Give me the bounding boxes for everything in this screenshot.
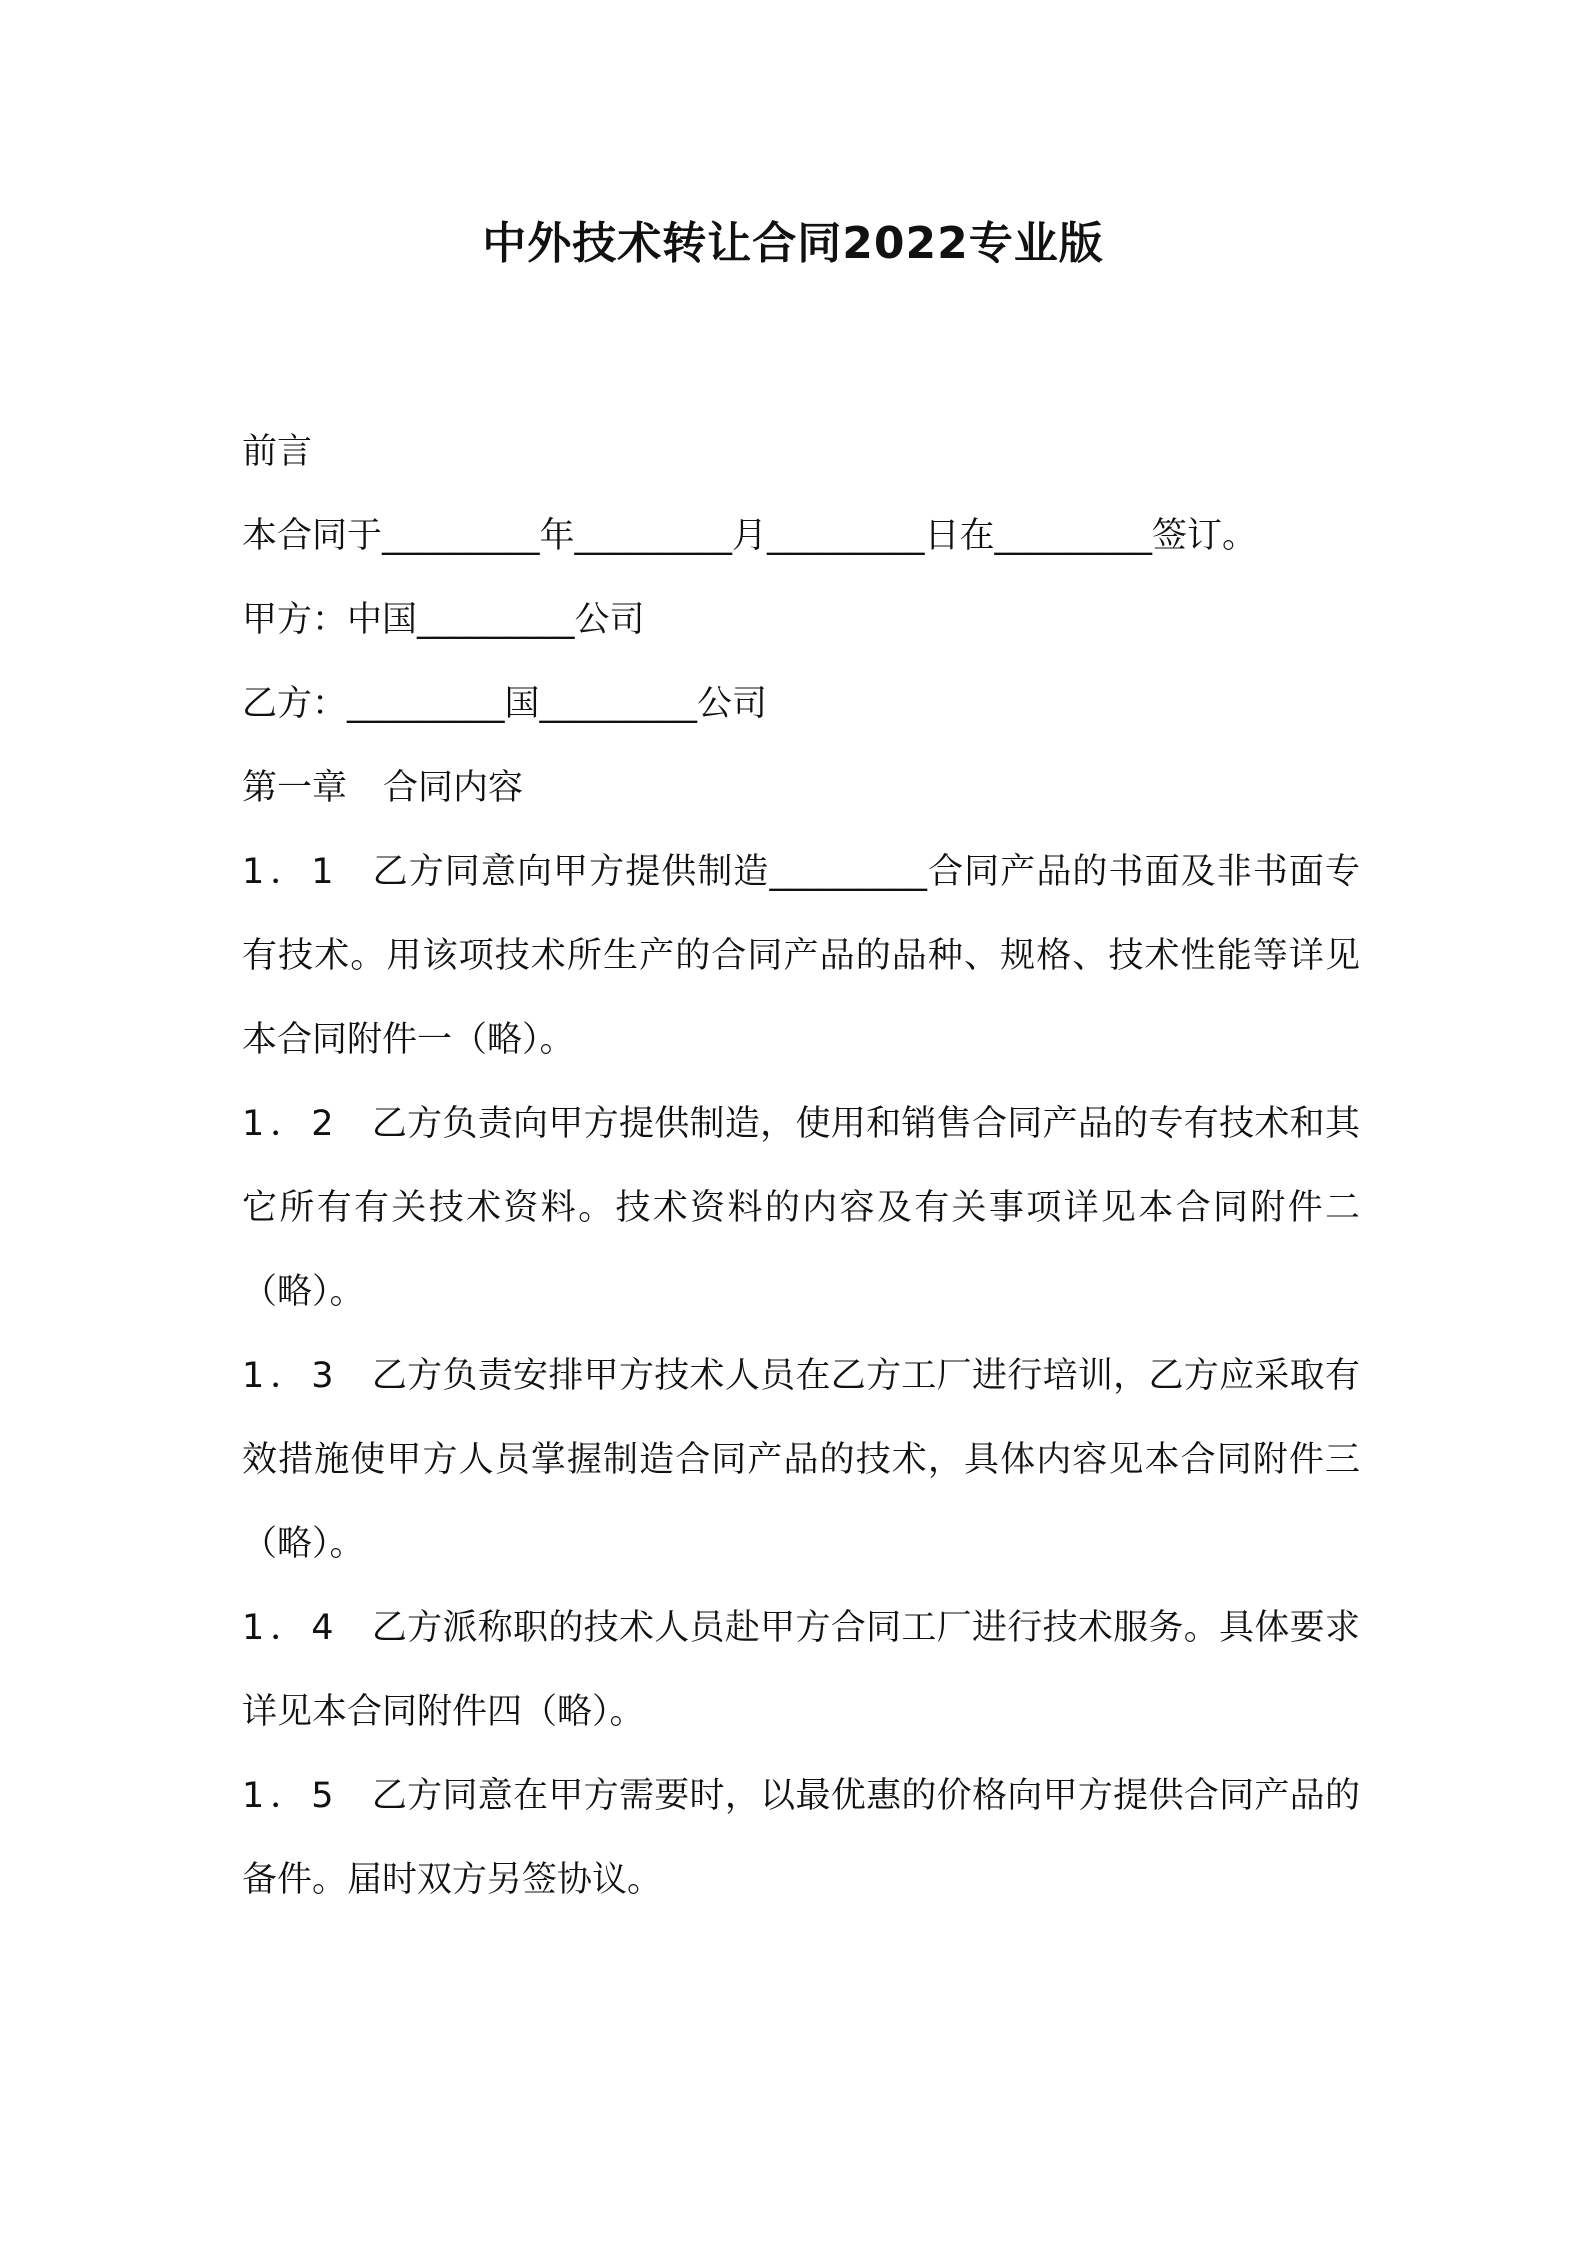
clause-number: 1．4 [242, 1608, 340, 1648]
clause-text: 乙方负责向甲方提供制造，使用和销售合同产品的专有技术和其它所有有关技术资料。技术资料的内容及有关事项详见本合同附件二（略）。 [242, 1104, 1360, 1312]
document-title: 中外技术转让合同2022专业版 [482, 218, 1104, 269]
clause-text: 乙方负责安排甲方技术人员在乙方工厂进行培训，乙方应采取有效措施使甲方人员掌握制造合同产品的技术，具体内容见本合同附件三（略）。 [242, 1356, 1360, 1564]
clause-number: 1．5 [242, 1776, 340, 1816]
clause-text: 乙方同意在甲方需要时，以最优惠的价格向甲方提供合同产品的备件。届时双方另签协议。 [242, 1776, 1360, 1900]
signing-line: 本合同于_________年_________月_________日在_________签订。 [242, 516, 1258, 556]
clause-1-2 [242, 1082, 1360, 1334]
document-body [242, 410, 1360, 1922]
clause-number: 1．2 [242, 1104, 340, 1144]
party-b-line: 乙方：_________国_________公司 [242, 684, 768, 724]
clause-text: 乙方同意向甲方提供制造_________合同产品的书面及非书面专有技术。用该项技术所生产的合同产品的品种、规格、技术性能等详见本合同附件一（略）。 [242, 852, 1360, 1060]
clause-text: 乙方派称职的技术人员赴甲方合同工厂进行技术服务。具体要求详见本合同附件四（略）。 [242, 1608, 1360, 1732]
clause-number: 1．1 [242, 852, 340, 892]
party-a-line: 甲方：中国_________公司 [242, 600, 645, 640]
preface-heading: 前言 [242, 432, 313, 472]
chapter-title: 合同内容 [383, 768, 524, 808]
chapter-heading [242, 746, 1360, 830]
chapter-number: 第一章 [242, 768, 348, 808]
clause-number: 1．3 [242, 1356, 340, 1396]
clause-1-3 [242, 1334, 1360, 1586]
clause-1-5 [242, 1754, 1360, 1922]
clause-1-1 [242, 830, 1360, 1082]
clause-1-4 [242, 1586, 1360, 1754]
